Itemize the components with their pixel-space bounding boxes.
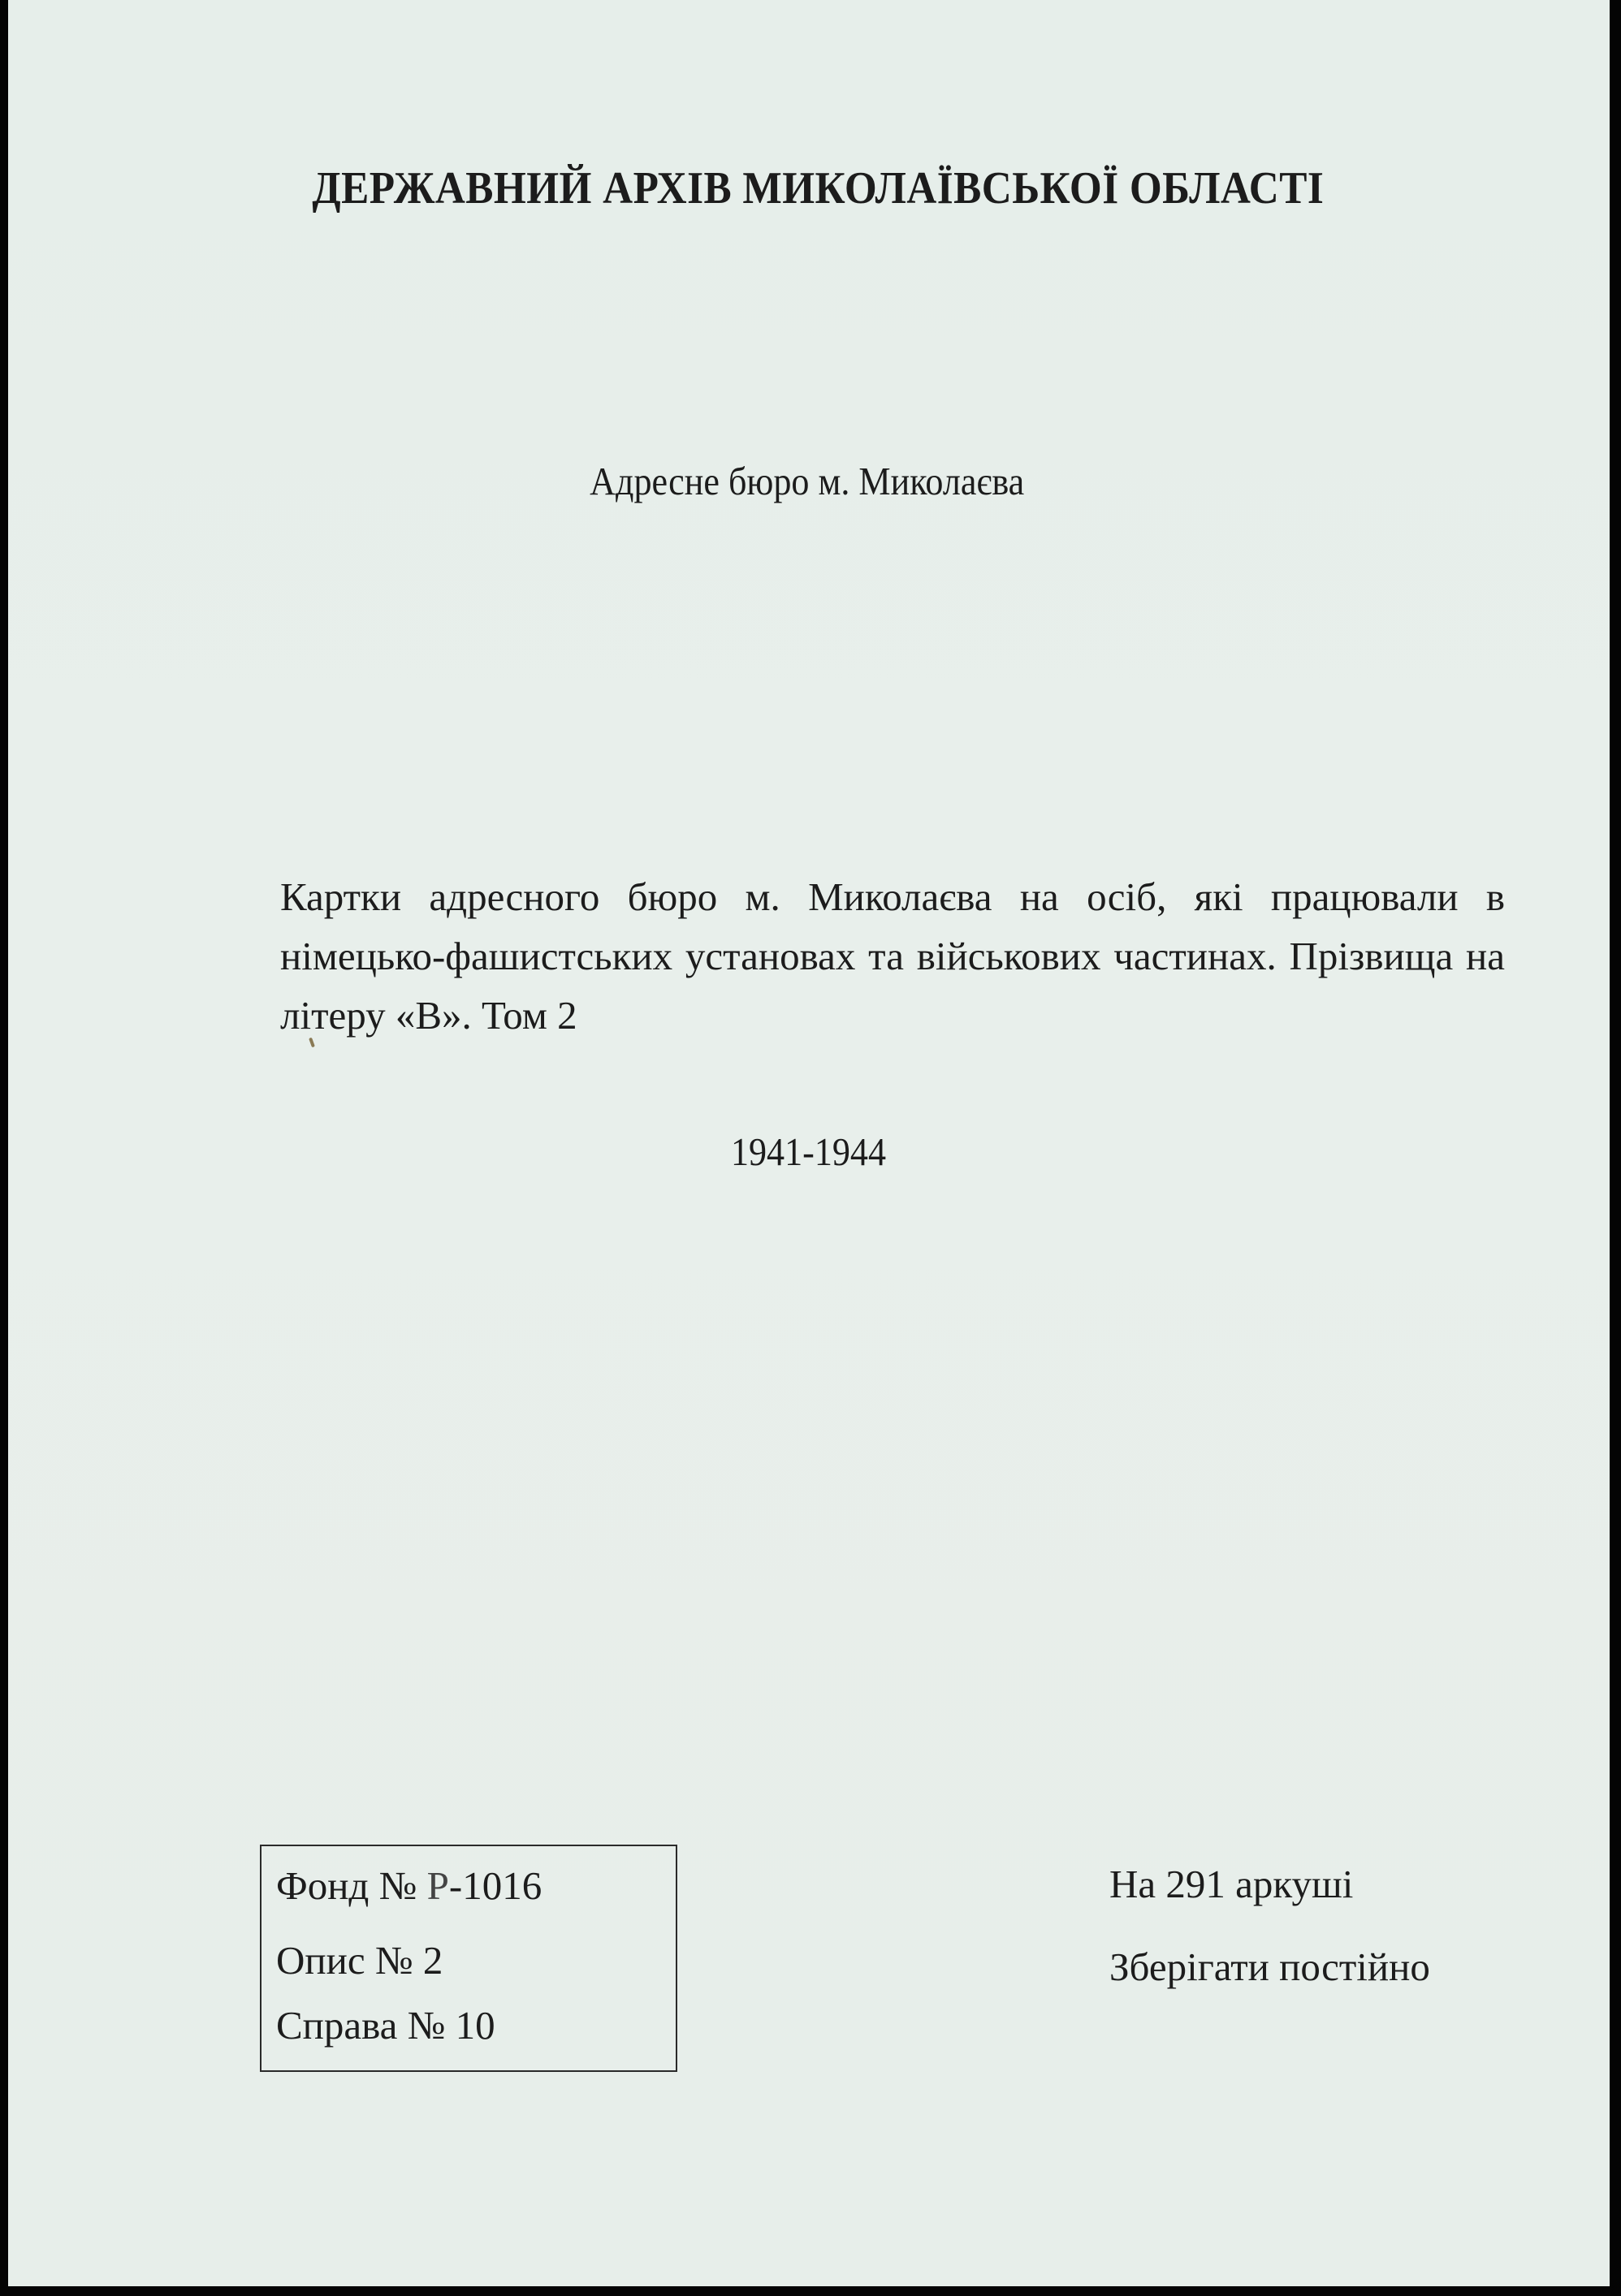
date-range: 1941-1944	[730, 1129, 887, 1174]
file-description: Картки адресного бюро м. Миколаєва на осіб, які працювали в німецько-фашистських установах та військових частинах. Прізвища на літеру «В». Том 2	[280, 874, 1505, 1038]
fund-name: Адресне бюро м. Миколаєва	[590, 459, 1025, 503]
document-page	[8, 0, 1610, 2286]
fond-letter: Р	[426, 1863, 449, 1908]
retention-note: Зберігати постійно	[1109, 1944, 1430, 1989]
fond-line	[276, 1862, 542, 1909]
reference-box	[260, 1845, 677, 2072]
sprava-line: Справа № 10	[276, 2003, 495, 2048]
opys-line: Опис № 2	[276, 1938, 443, 1983]
sheet-count: На 291 аркуші	[1109, 1862, 1354, 1906]
fond-prefix: Фонд №	[276, 1863, 427, 1908]
fond-number: -1016	[448, 1863, 542, 1908]
archive-title: ДЕРЖАВНИЙ АРХІВ МИКОЛАЇВСЬКОЇ ОБЛАСТІ	[312, 163, 1325, 214]
